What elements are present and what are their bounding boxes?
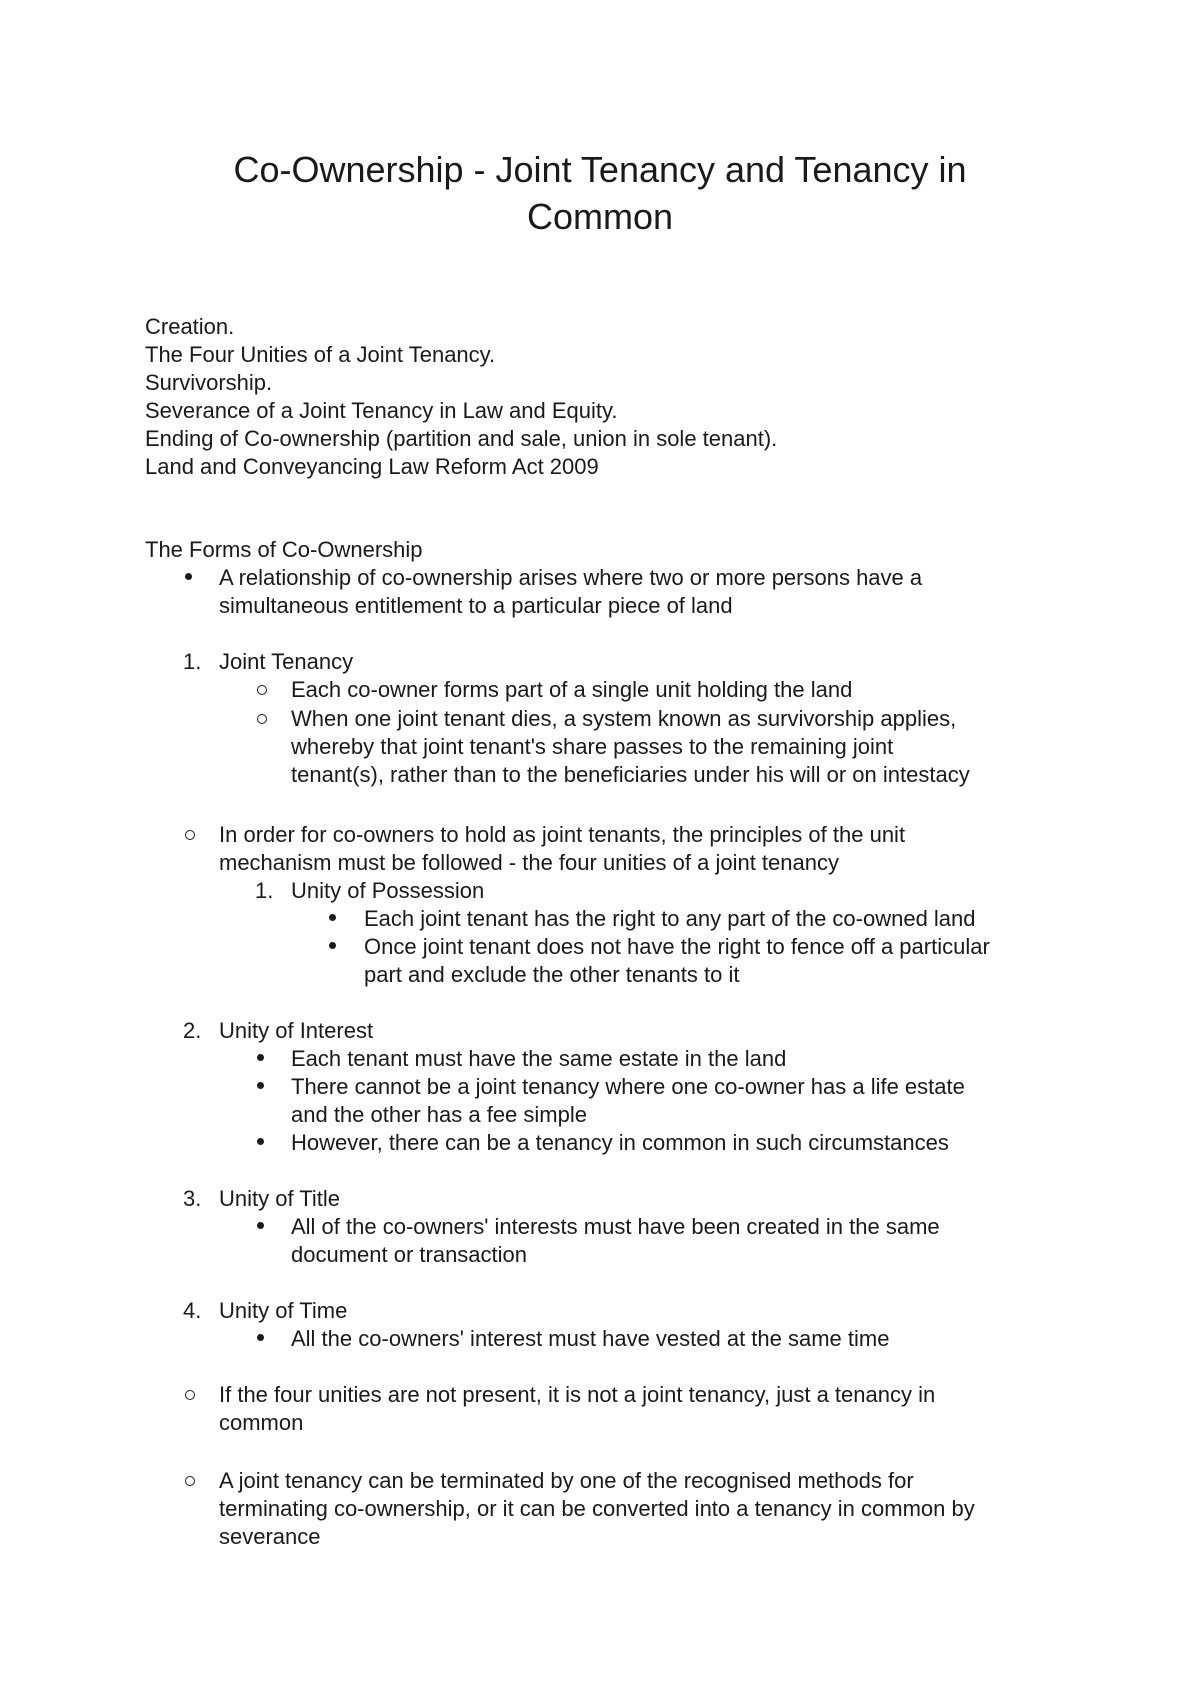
contents-item: Ending of Co-ownership (partition and sale, union in sole tenant). xyxy=(145,426,778,451)
list-number: 2. xyxy=(183,1018,202,1043)
list-item-heading: Unity of Interest xyxy=(219,1018,374,1043)
bullet-disc-icon xyxy=(257,1334,264,1341)
list-item-line: Once joint tenant does not have the right to fence off a particular xyxy=(364,934,990,959)
bullet-circle-icon xyxy=(185,1390,195,1400)
section-heading: The Forms of Co-Ownership xyxy=(145,537,423,562)
list-item-line: In order for co-owners to hold as joint tenants, the principles of the unit xyxy=(219,822,906,847)
list-item-line: tenant(s), rather than to the beneficiaries under his will or on intestacy xyxy=(291,762,970,787)
list-number: 4. xyxy=(183,1298,202,1323)
list-item-line: mechanism must be followed - the four unities of a joint tenancy xyxy=(219,850,839,875)
contents-item: Creation. xyxy=(145,314,235,339)
list-item-line: If the four unities are not present, it is not a joint tenancy, just a tenancy in xyxy=(219,1382,936,1407)
list-item-line: When one joint tenant dies, a system known as survivorship applies, xyxy=(291,706,957,731)
bullet-circle-icon xyxy=(257,714,267,724)
contents-item: Survivorship. xyxy=(145,370,273,395)
bullet-disc-icon xyxy=(329,942,336,949)
bullet-disc-icon xyxy=(257,1054,264,1061)
contents-item: The Four Unities of a Joint Tenancy. xyxy=(145,342,496,367)
list-item-heading: Unity of Title xyxy=(219,1186,341,1211)
list-item-line: common xyxy=(219,1410,304,1435)
list-item-line: Each tenant must have the same estate in the land xyxy=(291,1046,787,1071)
list-item-heading: Unity of Time xyxy=(219,1298,348,1323)
list-number: 1. xyxy=(255,878,274,903)
list-item-line: and the other has a fee simple xyxy=(291,1102,587,1127)
list-item-heading: Joint Tenancy xyxy=(219,649,354,674)
contents-item: Severance of a Joint Tenancy in Law and Equity. xyxy=(145,398,618,423)
list-item-line: Each joint tenant has the right to any part of the co-owned land xyxy=(364,906,976,931)
list-item-line: severance xyxy=(219,1524,321,1549)
bullet-disc-icon xyxy=(329,914,336,921)
list-item-line: whereby that joint tenant's share passes to the remaining joint xyxy=(291,734,894,759)
list-item-line: A joint tenancy can be terminated by one of the recognised methods for xyxy=(219,1468,914,1493)
bullet-circle-icon xyxy=(185,1476,195,1486)
list-item-heading: Unity of Possession xyxy=(291,878,485,903)
contents-item: Land and Conveyancing Law Reform Act 2009 xyxy=(145,454,599,479)
title-line-1: Co-Ownership - Joint Tenancy and Tenancy in xyxy=(233,149,967,190)
list-item-line: terminating co-ownership, or it can be converted into a tenancy in common by xyxy=(219,1496,975,1521)
title-line-2: Common xyxy=(526,196,674,237)
list-item-line: All the co-owners' interest must have vested at the same time xyxy=(291,1326,890,1351)
list-item-line: All of the co-owners' interests must have been created in the same xyxy=(291,1214,940,1239)
list-number: 1. xyxy=(183,649,202,674)
bullet-circle-icon xyxy=(185,830,195,840)
bullet-circle-icon xyxy=(257,685,267,695)
bullet-disc-icon xyxy=(257,1222,264,1229)
list-item-line: document or transaction xyxy=(291,1242,528,1267)
list-number: 3. xyxy=(183,1186,202,1211)
document-title xyxy=(150,146,1050,240)
bullet-disc-icon xyxy=(185,573,192,580)
list-item-line: However, there can be a tenancy in common in such circumstances xyxy=(291,1130,949,1155)
list-item-line: part and exclude the other tenants to it xyxy=(364,962,740,987)
list-item-line: There cannot be a joint tenancy where one co-owner has a life estate xyxy=(291,1074,965,1099)
list-item-line: Each co-owner forms part of a single unit holding the land xyxy=(291,677,853,702)
bullet-disc-icon xyxy=(257,1082,264,1089)
bullet-disc-icon xyxy=(257,1138,264,1145)
list-item-line: A relationship of co-ownership arises where two or more persons have a xyxy=(219,565,923,590)
list-item-line: simultaneous entitlement to a particular piece of land xyxy=(219,593,733,618)
